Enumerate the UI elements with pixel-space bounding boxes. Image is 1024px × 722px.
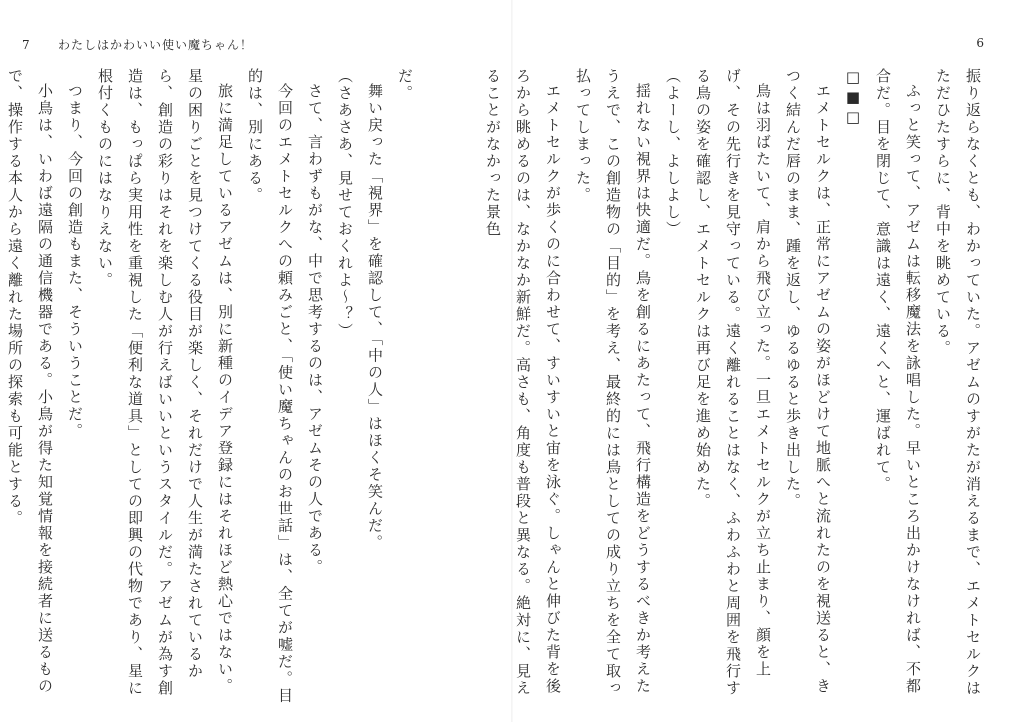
paragraph: ふっと笑って、アゼムは転移魔法を詠唱した。早いところ出かけなければ、不都合だ。目を閉じて、意識は遠く、遠くへと、運ばれて。 (874, 68, 922, 695)
left-page-body (8, 68, 420, 708)
running-title: わたしはかわいい使い魔ちゃん！ (58, 38, 254, 52)
section-break-marks: □■□ (844, 68, 862, 128)
left-page-number: 7 (22, 38, 31, 52)
paragraph: エメトセルクが歩くのに合わせて、すいすいと宙を泳ぐ。しゃんと伸びた背を後ろから眺めるのは、なかなか新鮮だ。高さも、角度も普段と異なる。絶対に、見えることがなかった景色 (484, 68, 562, 697)
paragraph: さて、言わずもがな、中で思考するのは、アゼムその人である。 (306, 83, 324, 576)
paragraph: 舞い戻った「視界」を確認して、「中の人」はほくそ笑んだ。 (366, 83, 384, 552)
paragraph: 揺れない視界は快適だ。鳥を創るにあたって、飛行構造をどうするべきか考えたうえで、この創造物の「目的」を考え、最終的には鳥としての成り立ちを全て取っ払ってしまった。 (574, 68, 652, 697)
paragraph: 振り返らなくとも、わかっていた。アゼムのすがたが消えるまで、エメトセルクはただひたすらに、背中を眺めている。 (934, 68, 982, 697)
right-page-number: 6 (976, 36, 984, 50)
left-page-header (22, 36, 253, 53)
right-page-body (484, 68, 988, 708)
paragraph: （よーし、よしよし） (664, 68, 682, 238)
paragraph: だ。 (396, 68, 414, 102)
right-page (484, 0, 1024, 722)
paragraph: 小鳥は、いわば遠隔の通信機器である。小鳥が得た知覚情報を接続者に送るもので、操作する本人から遠く離れた場所の探索も可能とする。 (6, 68, 54, 695)
paragraph: エメトセルクは、正常にアゼムの姿がほどけて地脈へと流れたのを視送ると、きつく結んだ唇のまま、踵を返し、ゆるゆると歩き出した。 (784, 68, 832, 695)
paragraph: 今回のエメトセルクへの頼みごと、「使い魔ちゃんのお世話」は、全てが嘘だ。目的は、別にある。 (246, 68, 294, 705)
paragraph: 鳥は羽ばたいて、肩から飛び立った。一旦エメトセルクが立ち止まり、顔を上げ、その先行きを見守っている。遠く離れることはなく、ふわふわと周囲を飛行する鳥の姿を確認し、エメトセルクは再び足を進め始めた。 (694, 68, 772, 697)
paragraph: 旅に満足しているアゼムは、別に新種のイデア登録にはそれほど熱心ではない。星の困りごとを見つけてくる役目が楽しく、それだけで人生が満たされているから、創造の彩りはそれを楽しむ人が行えばいいというスタイルだ。アゼムが為す創造は、もっぱら実用性を重視した「便利な道具」としての即興の代物であり、星に根付くものにはなりえない。 (96, 68, 234, 697)
paragraph: （さあさあ、見せておくれよ～？） (336, 68, 354, 340)
paragraph: つまり、今回の創造もまた、そういうことだ。 (66, 83, 84, 440)
